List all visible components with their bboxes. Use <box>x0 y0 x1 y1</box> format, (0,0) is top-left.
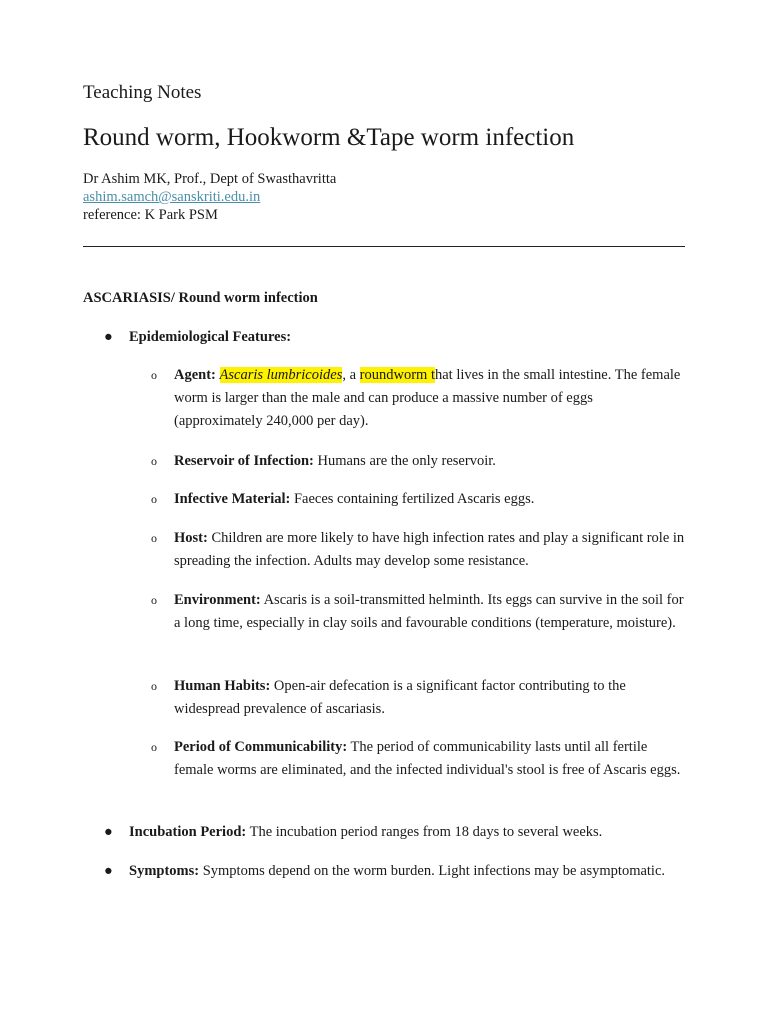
list-item-agent <box>83 364 685 433</box>
circle-bullet-icon: o <box>151 679 157 693</box>
author-email-link[interactable]: ashim.samch@sanskriti.edu.in <box>83 189 261 205</box>
bullet-icon: ● <box>104 329 113 345</box>
item-text: Open-air defecation is a significant factor contributing to the widespread prevalence of ascariasis. <box>174 678 626 717</box>
item-text: Children are more likely to have high infection rates and play a significant role in spreading the infection. Adults may develop some resistance. <box>174 530 685 569</box>
reference-line: reference: K Park PSM <box>83 207 218 223</box>
item-text: hat lives in the small intestine. The female worm is larger than the male and can produce a massive number of eggs (approximately 240,000 per day). <box>174 367 681 429</box>
list-item-communicability <box>83 736 685 782</box>
item-text: Ascaris is a soil-transmitted helminth. Its eggs can survive in the soil for a long time, especially in clay soils and favourable conditions (temperature, moisture). <box>174 592 684 631</box>
list-item-host <box>83 527 685 573</box>
item-text: Symptoms depend on the worm burden. Light infections may be asymptomatic. <box>199 863 666 879</box>
circle-bullet-icon: o <box>151 454 157 468</box>
bullet-icon: ● <box>104 824 113 840</box>
author-line: Dr Ashim MK, Prof., Dept of Swasthavritta <box>83 171 337 187</box>
item-label: Incubation Period: <box>129 824 247 840</box>
item-text: Humans are the only reservoir. <box>313 453 496 469</box>
item-label: Host: <box>174 530 208 546</box>
item-label: Period of Communicability: <box>174 739 348 755</box>
item-text: The period of communicability lasts until all fertile female worms are eliminated, and the infected individual's stool is free of Ascaris eggs. <box>174 739 681 778</box>
item-label: Infective Material: <box>174 491 291 507</box>
item-label: Reservoir of Infection: <box>174 453 314 469</box>
circle-bullet-icon: o <box>151 593 157 607</box>
species-highlight: Ascaris lumbricoides <box>219 367 343 383</box>
item-text: Faeces containing fertilized Ascaris eggs. <box>290 491 535 507</box>
item-text: The incubation period ranges from 18 days to several weeks. <box>246 824 603 840</box>
document-title: Round worm, Hookworm &Tape worm infection <box>83 124 575 151</box>
list-item-symptoms <box>83 860 685 883</box>
author-block <box>83 170 336 224</box>
item-label: Human Habits: <box>174 678 271 694</box>
list-item-reservoir <box>83 450 685 473</box>
section-heading: ASCARIASIS/ Round worm infection <box>83 290 318 306</box>
item-label: Environment: <box>174 592 261 608</box>
item-label: Agent: <box>174 367 216 383</box>
circle-bullet-icon: o <box>151 492 157 506</box>
list-item-human-habits <box>83 675 685 721</box>
roundworm-highlight: roundworm t <box>359 367 435 383</box>
list-item-incubation <box>83 821 685 844</box>
list-item-infective-material <box>83 488 685 511</box>
list-item-epidemiological <box>83 326 685 349</box>
circle-bullet-icon: o <box>151 531 157 545</box>
bullet-icon: ● <box>104 863 113 879</box>
horizontal-rule <box>83 246 685 247</box>
item-text: , a <box>342 367 360 383</box>
circle-bullet-icon: o <box>151 740 157 754</box>
item-label: Symptoms: <box>129 863 200 879</box>
list-item-environment <box>83 589 685 635</box>
circle-bullet-icon: o <box>151 368 157 382</box>
document-kicker: Teaching Notes <box>83 82 202 103</box>
item-label: Epidemiological Features: <box>129 329 292 345</box>
